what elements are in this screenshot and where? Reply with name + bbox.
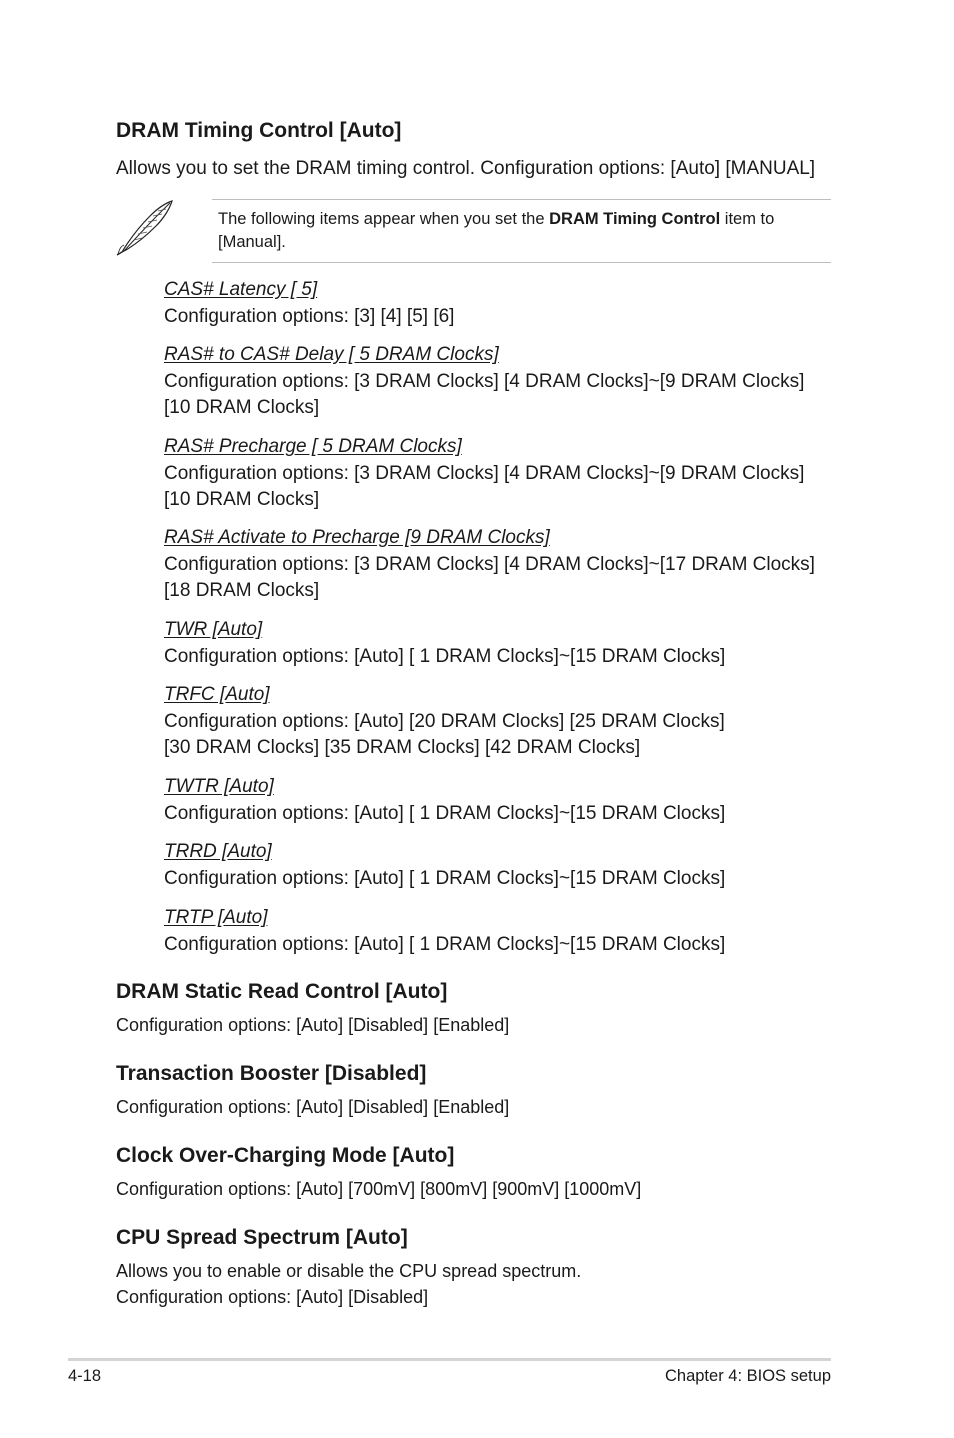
section-description-dram-timing: Allows you to set the DRAM timing control. Configuration options: [Auto] [MANUAL] bbox=[116, 158, 816, 179]
item-options-twr: Configuration options: [Auto] [ 1 DRAM Clocks]~[15 DRAM Clocks] bbox=[164, 646, 726, 667]
note-top-divider bbox=[212, 199, 831, 200]
item-title-cas-latency: CAS# Latency [ 5] bbox=[164, 279, 318, 300]
item-title-ras-precharge: RAS# Precharge [ 5 DRAM Clocks] bbox=[164, 436, 462, 457]
feather-pen-icon bbox=[114, 198, 176, 256]
item-options-ras-activate-2: [18 DRAM Clocks] bbox=[164, 580, 320, 601]
item-title-ras-to-cas: RAS# to CAS# Delay [ 5 DRAM Clocks] bbox=[164, 344, 499, 365]
item-title-trfc: TRFC [Auto] bbox=[164, 684, 270, 705]
item-title-trtp: TRTP [Auto] bbox=[164, 907, 268, 928]
item-options-cas-latency: Configuration options: [3] [4] [5] [6] bbox=[164, 306, 455, 327]
section-options-dram-static: Configuration options: [Auto] [Disabled] [Enabled] bbox=[116, 1015, 510, 1035]
item-options-trrd: Configuration options: [Auto] [ 1 DRAM Clocks]~[15 DRAM Clocks] bbox=[164, 868, 726, 889]
page-number: 4-18 bbox=[68, 1367, 102, 1385]
item-options-ras-precharge-2: [10 DRAM Clocks] bbox=[164, 489, 320, 510]
section-description-cpu-spread: Allows you to enable or disable the CPU spread spectrum. bbox=[116, 1261, 582, 1281]
item-options-ras-activate-1: Configuration options: [3 DRAM Clocks] [4 DRAM Clocks]~[17 DRAM Clocks] bbox=[164, 554, 815, 575]
note-bottom-divider bbox=[212, 262, 831, 263]
section-title-clock-overcharging: Clock Over-Charging Mode [Auto] bbox=[116, 1144, 455, 1167]
footer-divider bbox=[68, 1358, 831, 1361]
item-options-ras-precharge-1: Configuration options: [3 DRAM Clocks] [4 DRAM Clocks]~[9 DRAM Clocks] bbox=[164, 463, 805, 484]
note-text-line-2: [Manual]. bbox=[218, 233, 286, 251]
item-title-twtr: TWTR [Auto] bbox=[164, 776, 274, 797]
note-text-line-1 bbox=[218, 208, 774, 231]
note-text-post: item to bbox=[720, 210, 775, 228]
section-options-clock-overcharging: Configuration options: [Auto] [700mV] [800mV] [900mV] [1000mV] bbox=[116, 1179, 642, 1199]
section-title-cpu-spread: CPU Spread Spectrum [Auto] bbox=[116, 1226, 408, 1249]
item-options-trfc-2: [30 DRAM Clocks] [35 DRAM Clocks] [42 DRAM Clocks] bbox=[164, 737, 641, 758]
item-title-ras-activate: RAS# Activate to Precharge [9 DRAM Clocks] bbox=[164, 527, 550, 548]
item-title-trrd: TRRD [Auto] bbox=[164, 841, 272, 862]
item-title-twr: TWR [Auto] bbox=[164, 619, 263, 640]
item-options-twtr: Configuration options: [Auto] [ 1 DRAM Clocks]~[15 DRAM Clocks] bbox=[164, 803, 726, 824]
note-text-bold: DRAM Timing Control bbox=[549, 210, 721, 228]
note-text-pre: The following items appear when you set the bbox=[218, 210, 550, 228]
section-title-dram-timing: DRAM Timing Control [Auto] bbox=[116, 119, 402, 142]
section-title-dram-static: DRAM Static Read Control [Auto] bbox=[116, 980, 448, 1003]
item-options-trfc-1: Configuration options: [Auto] [20 DRAM Clocks] [25 DRAM Clocks] bbox=[164, 711, 725, 732]
section-options-transaction-booster: Configuration options: [Auto] [Disabled] [Enabled] bbox=[116, 1097, 510, 1117]
item-options-ras-to-cas-2: [10 DRAM Clocks] bbox=[164, 397, 320, 418]
item-options-ras-to-cas-1: Configuration options: [3 DRAM Clocks] [4 DRAM Clocks]~[9 DRAM Clocks] bbox=[164, 371, 805, 392]
section-title-transaction-booster: Transaction Booster [Disabled] bbox=[116, 1062, 427, 1085]
section-options-cpu-spread: Configuration options: [Auto] [Disabled] bbox=[116, 1287, 429, 1307]
item-options-trtp: Configuration options: [Auto] [ 1 DRAM Clocks]~[15 DRAM Clocks] bbox=[164, 934, 726, 955]
chapter-label: Chapter 4: BIOS setup bbox=[664, 1367, 831, 1385]
